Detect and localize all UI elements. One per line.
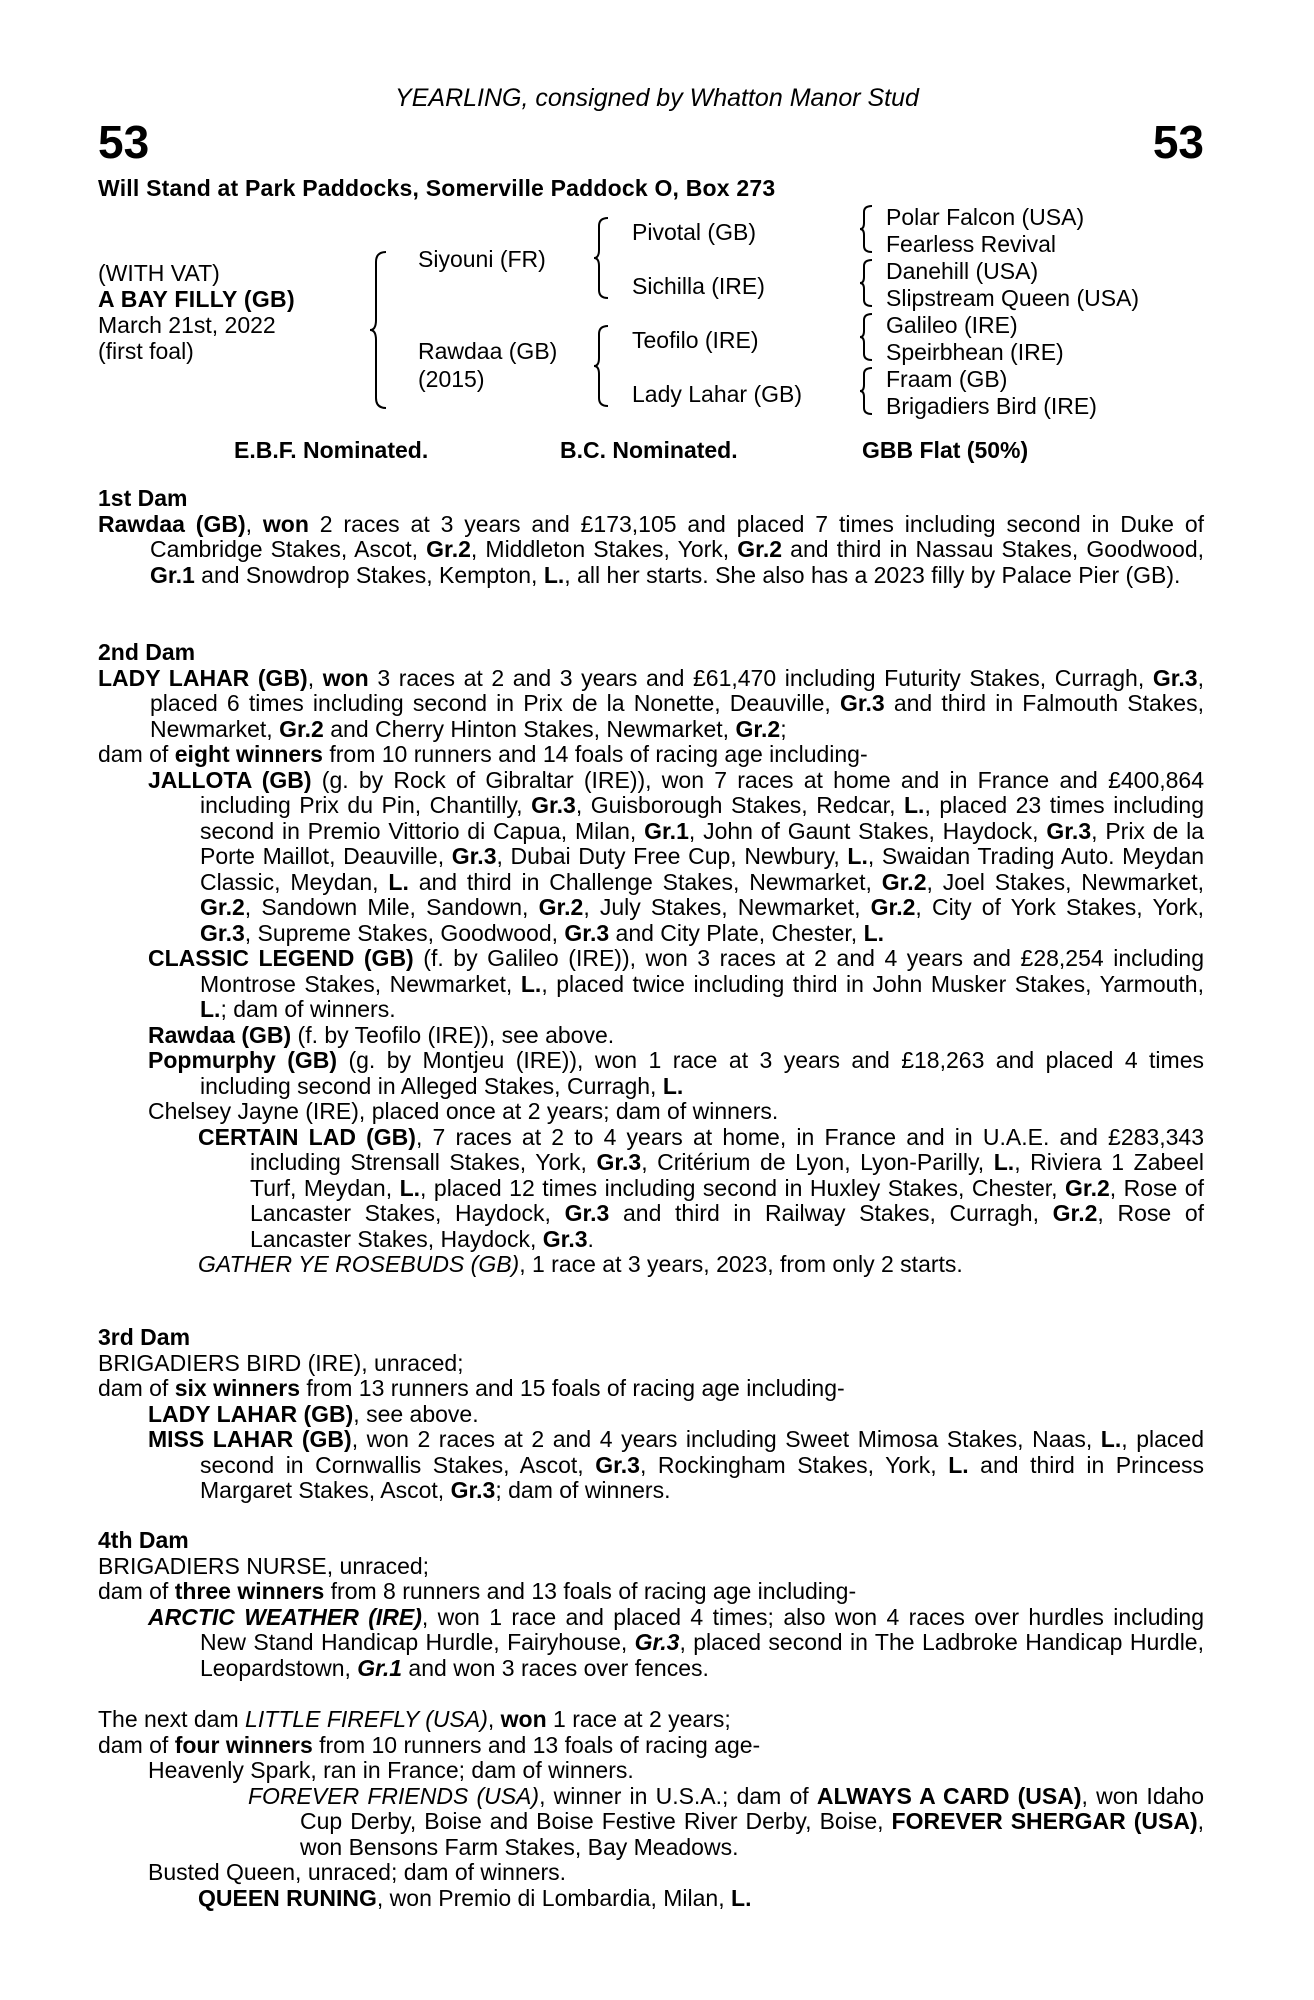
produce-classic-legend: CLASSIC LEGEND (GB) (f. by Galileo (IRE)), won 3 races at 2 and 4 years and £28,254 including Montrose Stakes, Newmarket, L., placed twice including third in John Musker Stakes, Yarmouth, L.; dam of winners. [148,945,1205,1022]
second-dam-heading: 2nd Dam [98,639,196,665]
pedigree-ddd: Brigadiers Bird (IRE) [886,393,1097,419]
fourth-dam-section [98,1528,1204,1681]
fourth-dam-heading: 4th Dam [98,1527,189,1553]
pedigree-sdd: Slipstream Queen (USA) [886,285,1140,311]
vat-note: (WITH VAT) [98,260,220,286]
pedigree-ssd: Fearless Revival [886,231,1056,257]
pedigree-sire: Siyouni (FR) [418,246,546,272]
pedigree-sd: Sichilla (IRE) [632,273,765,299]
pedigree-dam-year: (2015) [418,366,485,392]
third-dam-section [98,1325,1204,1504]
next-dam-produce-line: dam of four winners from 10 runners and 13 foals of racing age- [98,1731,761,1758]
horse-dob: March 21st, 2022 [98,312,276,338]
pedigree-brace-sire [592,216,612,300]
first-dam-section [98,486,1204,588]
produce-arctic-weather: ARCTIC WEATHER (IRE), won 1 race and placed 4 times; also won 4 races over hurdles including New Stand Handicap Hurdle, Fairyhouse, Gr.3, placed second in The Ladbroke Handicap Hurdle, Leopardstown, Gr.1 and won 3 races over fences. [148,1603,1204,1681]
produce-lady-lahar: LADY LAHAR (GB), see above. [148,1400,479,1427]
produce-heavenly-spark: Heavenly Spark, ran in France; dam of winners. [148,1757,634,1783]
pedigree-brace-dd [858,366,876,416]
first-dam-heading: 1st Dam [98,485,188,511]
pedigree-ds: Teofilo (IRE) [632,327,759,353]
lot-number-right: 53 [1152,116,1204,168]
next-dam-text: The next dam LITTLE FIREFLY (USA), won 1 race at 2 years; [98,1706,731,1732]
horse-note: (first foal) [98,338,194,364]
pedigree-brace-dam [592,324,612,408]
first-dam-text: Rawdaa (GB), won 2 races at 3 years and £173,105 and placed 7 times including second in Duke of Cambridge Stakes, Ascot, Gr.2, Middleton Stakes, York, Gr.2 and third in Nassau Stakes, Goodwood, Gr.1 and Snowdrop Stakes, Kempton, L., all her starts. She also has a 2023 filly by Palace Pier (GB). [98,510,1205,588]
horse-name: A BAY FILLY (GB) [98,286,295,312]
third-dam-heading: 3rd Dam [98,1324,191,1350]
produce-popmurphy: Popmurphy (GB) (g. by Montjeu (IRE)), won 1 race at 3 years and £18,263 and placed 4 times including second in Alleged Stakes, Curragh, L. [148,1047,1204,1099]
third-dam-produce-line: dam of six winners from 13 runners and 15 foals of racing age including- [98,1375,845,1401]
pedigree-dd: Lady Lahar (GB) [632,381,803,407]
produce-chelsey-jayne: Chelsey Jayne (IRE), placed once at 2 years; dam of winners. [148,1098,779,1124]
produce-jallota: JALLOTA (GB) (g. by Rock of Gibraltar (IRE)), won 7 races at home and in France and £400,864 including Prix du Pin, Chantilly, Gr.3, Guisborough Stakes, Redcar, L., placed 23 times including second in Premio Vittorio di Capua, Milan, Gr.1, John of Gaunt Stakes, Haydock, Gr.3, Prix de la Porte Maillot, Deauville, Gr.3, Dubai Duty Free Cup, Newbury, L., Swaidan Trading Auto. Meydan Classic, Meydan, L. and third in Challenge Stakes, Newmarket, Gr.2, Joel Stakes, Newmarket, Gr.2, Sandown Mile, Sandown, Gr.2, July Stakes, Newmarket, Gr.2, City of York Stakes, York, Gr.3, Supreme Stakes, Goodwood, Gr.3 and City Plate, Chester, L. [148,766,1205,946]
second-dam-produce-line: dam of eight winners from 10 runners and 14 foals of racing age including- [98,741,868,767]
bc-nomination: B.C. Nominated. [560,437,738,463]
lot-number-left: 53 [98,116,150,168]
fourth-dam-name: BRIGADIERS NURSE, unraced; [98,1552,430,1579]
second-dam-text: LADY LAHAR (GB), won 3 races at 2 and 3 years and £61,470 including Futurity Stakes, Curragh, Gr.3, placed 6 times including second in Prix de la Nonette, Deauville, Gr.3 and third in Falmouth Stakes, Newmarket, Gr.2 and Cherry Hinton Stakes, Newmarket, Gr.2; [98,664,1204,742]
pedigree-ss: Pivotal (GB) [632,219,756,245]
consignor-line: YEARLING, consigned by Whatton Manor Stud [395,84,919,112]
pedigree-brace-ds [858,312,876,362]
ebf-nomination: E.B.F. Nominated. [234,437,429,463]
third-dam-name: BRIGADIERS BIRD (IRE), unraced; [98,1349,464,1376]
pedigree-dam: Rawdaa (GB) [418,338,558,364]
produce-forever-friends: FOREVER FRIENDS (USA), winner in U.S.A.; dam of ALWAYS A CARD (USA), won Idaho Cup Derby, Boise and Boise Festive River Derby, Boise, FOREVER SHERGAR (USA), won Bensons Farm Stakes, Bay Meadows. [248,1782,1204,1860]
second-dam-section [98,640,1204,1278]
pedigree-dss: Galileo (IRE) [886,312,1018,338]
produce-busted-queen: Busted Queen, unraced; dam of winners. [148,1859,567,1885]
produce-miss-lahar: MISS LAHAR (GB), won 2 races at 2 and 4 years including Sweet Mimosa Stakes, Naas, L., placed second in Cornwallis Stakes, Ascot, Gr.3, Rockingham Stakes, York, L. and third in Princess Margaret Stakes, Ascot, Gr.3; dam of winners. [148,1426,1204,1503]
pedigree-brace-ss [858,204,876,254]
pedigree-brace-sd [858,258,876,308]
produce-gather-ye-rosebuds: GATHER YE ROSEBUDS (GB), 1 race at 3 years, 2023, from only 2 starts. [198,1251,963,1277]
gbb-flat: GBB Flat (50%) [862,437,1029,463]
produce-queen-runing: QUEEN RUNING, won Premio di Lombardia, Milan, L. [198,1884,752,1911]
pedigree-sds: Danehill (USA) [886,258,1039,284]
pedigree-sss: Polar Falcon (USA) [886,204,1085,230]
produce-rawdaa: Rawdaa (GB) (f. by Teofilo (IRE)), see above. [148,1021,615,1048]
fourth-dam-produce-line: dam of three winners from 8 runners and 13 foals of racing age including- [98,1578,857,1604]
pedigree-dsd: Speirbhean (IRE) [886,339,1064,365]
stand-location: Will Stand at Park Paddocks, Somerville Paddock O, Box 273 [98,175,776,201]
produce-certain-lad: CERTAIN LAD (GB), 7 races at 2 to 4 years at home, in France and in U.A.E. and £283,343 including Strensall Stakes, York, Gr.3, Critérium de Lyon, Lyon-Parilly, L., Riviera 1 Zabeel Turf, Meydan, L., placed 12 times including second in Huxley Stakes, Chester, Gr.2, Rose of Lancaster Stakes, Haydock, Gr.3 and third in Railway Stakes, Curragh, Gr.2, Rose of Lancaster Stakes, Haydock, Gr.3. [198,1123,1204,1252]
pedigree-brace-main [368,250,392,410]
pedigree-dds: Fraam (GB) [886,366,1008,392]
next-dam-section [98,1707,1204,1911]
